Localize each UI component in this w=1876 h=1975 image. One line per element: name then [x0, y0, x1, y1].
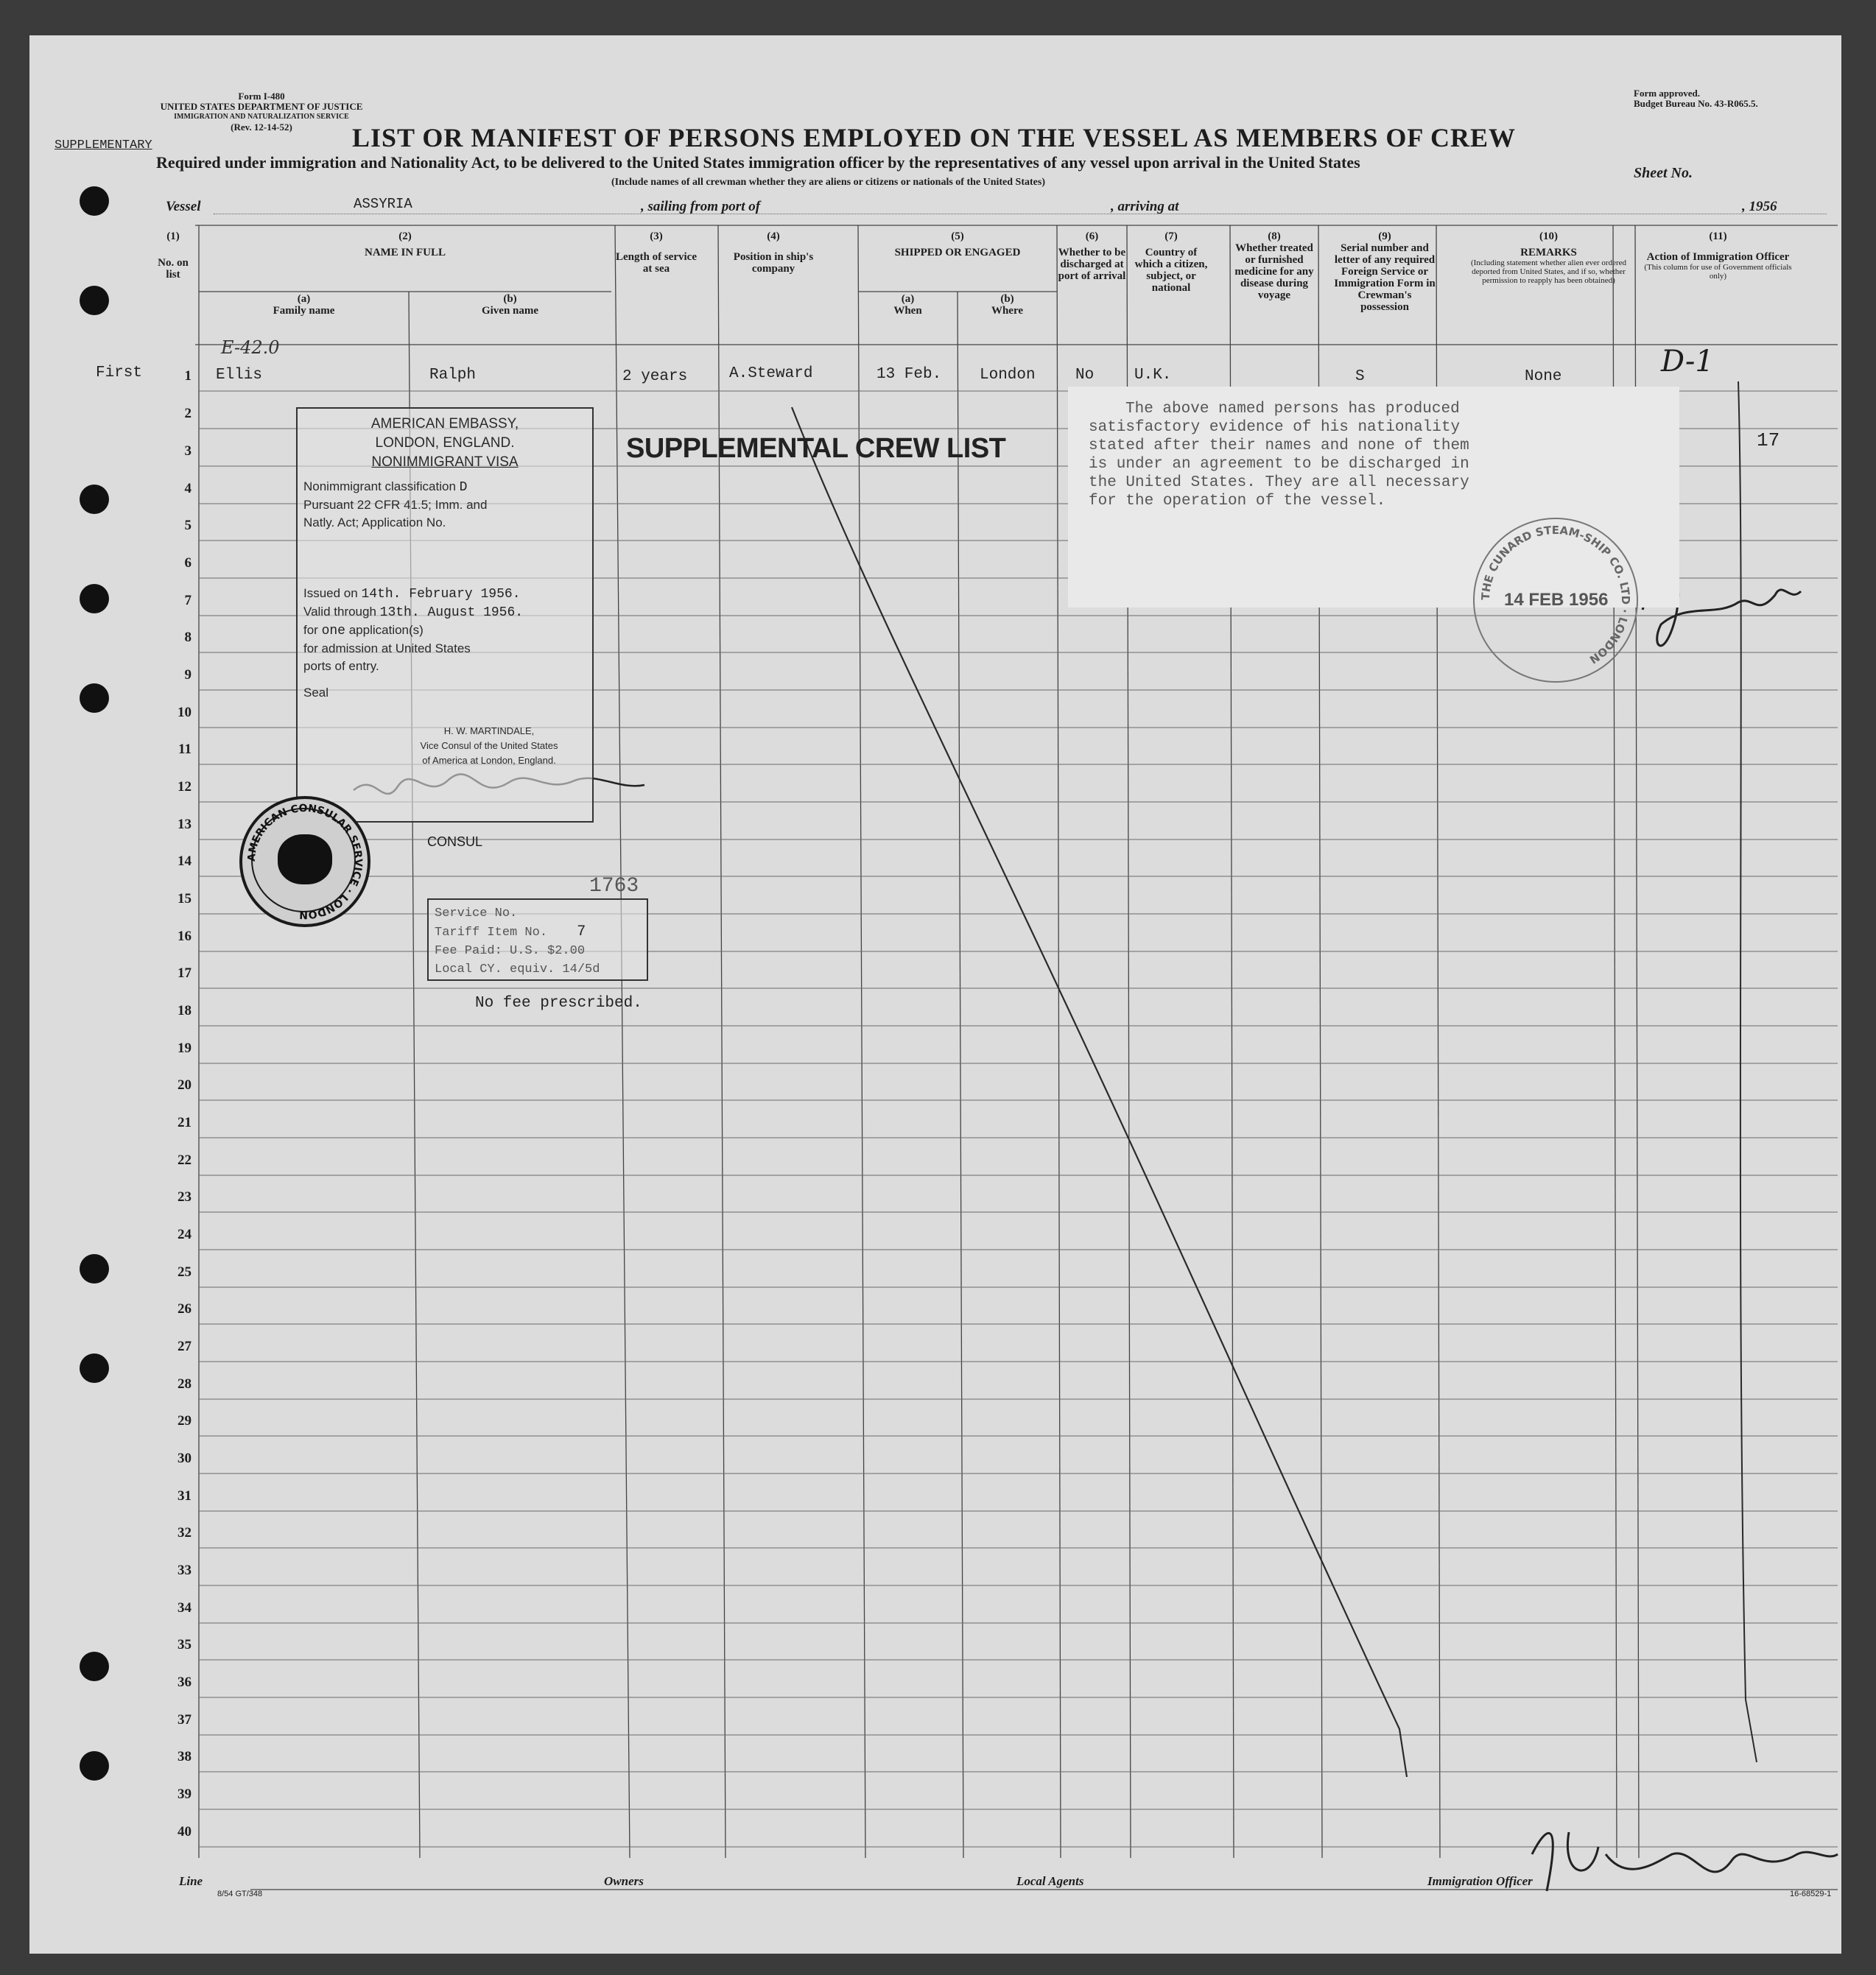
form-title: LIST OR MANIFEST OF PERSONS EMPLOYED ON THE VESSEL AS MEMBERS OF CREW [352, 123, 1516, 152]
visa-classification [303, 478, 586, 496]
col8-number: (8) [1268, 230, 1281, 242]
col2a-label: Family name [273, 305, 335, 317]
col6-label: Whether to be discharged at port of arrival [1058, 247, 1126, 282]
supplementary-label: SUPPLEMENTARY [55, 138, 152, 152]
row-number: 17 [178, 965, 192, 981]
declaration-line: is under an agreement to be discharged in [1089, 456, 1469, 473]
row-number: 11 [178, 742, 192, 757]
row-number: 2 [184, 406, 192, 421]
row-number: 10 [178, 705, 192, 720]
row-number: 4 [184, 481, 192, 496]
row-number: 35 [178, 1637, 192, 1652]
row-number: 23 [178, 1189, 192, 1205]
consular-seal [239, 796, 370, 927]
row-number: 12 [178, 779, 192, 795]
immigration-officer-signature [1532, 1832, 1838, 1891]
visa-natly: Natly. Act; Application No. [303, 515, 446, 529]
row-number: 38 [178, 1749, 192, 1764]
visa-seal-label: Seal [303, 686, 329, 700]
col5a-number: (a) [901, 293, 915, 305]
department: UNITED STATES DEPARTMENT OF JUSTICE [160, 101, 363, 112]
handwritten-code: E-42.0 [221, 337, 280, 358]
col2b-number: (b) [503, 293, 517, 305]
fee-paid: Fee Paid: U.S. $2.00 [435, 944, 586, 958]
col2b-label: Given name [481, 305, 539, 317]
fee-stamp-number: 1763 [589, 875, 639, 898]
row-number: 27 [178, 1339, 192, 1354]
tariff-label: Tariff Item No. [435, 926, 548, 940]
col1-number: (1) [166, 230, 180, 242]
service: IMMIGRATION AND NATURALIZATION SERVICE [174, 113, 349, 121]
col11-label: Action of Immigration Officer [1646, 251, 1790, 263]
col5a-label: When [893, 305, 922, 317]
row-number: 22 [178, 1152, 192, 1168]
visa-blank-lines [303, 532, 586, 585]
row-number: 7 [184, 593, 192, 608]
row-number: 9 [184, 667, 192, 683]
row-number: 28 [178, 1376, 192, 1392]
form-approved: Form approved. [1634, 88, 1701, 99]
fee-stamp [427, 898, 648, 981]
issued-label: Issued on [303, 586, 358, 600]
row-number: 31 [178, 1488, 192, 1504]
row-number: 19 [178, 1041, 192, 1056]
row-number: 34 [178, 1600, 192, 1616]
visa-header [298, 415, 592, 472]
form-number: Form I-480 [238, 91, 285, 102]
footer-line-label: Line [179, 1874, 203, 1888]
row-number: 36 [178, 1675, 192, 1690]
visa-for [303, 622, 586, 640]
visa-valid [303, 603, 586, 622]
row-number: 3 [184, 443, 192, 459]
row-number: 20 [178, 1077, 192, 1093]
fee-service-no: Service No. [435, 906, 518, 920]
pen-margin-stroke [1738, 381, 1757, 1762]
row-number: 8 [184, 630, 192, 645]
footer-owners-label: Owners [604, 1874, 644, 1888]
col1-label: No. on list [158, 257, 189, 281]
classification-label: Nonimmigrant classification [303, 479, 456, 493]
declaration-line: the United States. They are all necessary [1089, 474, 1469, 491]
svg-text:AMERICAN CONSULAR SERVICE · LO: AMERICAN CONSULAR SERVICE · LONDON [245, 802, 365, 921]
form-subtitle: Required under immigration and Nationality Act, to be delivered to the United States immigration officer by the representatives of any vessel upon arrival in the United States [156, 153, 1360, 172]
form-code: 16-68529-1 [1790, 1890, 1832, 1898]
valid-value: 13th. August 1956. [379, 605, 524, 620]
cunard-date: 14 FEB 1956 [1504, 590, 1609, 610]
manifest-sheet [29, 35, 1841, 1954]
fee-local: Local CY. equiv. 14/5d [435, 962, 600, 976]
row-number: 1 [184, 368, 192, 384]
visa-pursuant: Pursuant 22 CFR 41.5; Imm. and [303, 498, 488, 512]
col8-label: Whether treated or furnished medicine for any disease during voyage [1234, 242, 1314, 301]
for-label: for [303, 623, 318, 637]
given-name: Ralph [429, 367, 477, 384]
row-number: 26 [178, 1301, 192, 1317]
right-number: 17 [1757, 429, 1780, 451]
signer-title-2: of America at London, England. [422, 755, 556, 766]
position: A.Steward [729, 365, 813, 382]
col2-number: (2) [398, 230, 412, 242]
col10-label: REMARKS [1520, 247, 1577, 258]
col5b-label: Where [991, 305, 1024, 317]
col3-label: Length of service at sea [616, 251, 697, 275]
col9-number: (9) [1378, 230, 1391, 242]
supplemental-crew-list-stamp: SUPPLEMENTAL CREW LIST [626, 433, 1006, 464]
year-label: , 1956 [1742, 199, 1777, 214]
serial: S [1355, 368, 1365, 385]
remarks: None [1525, 368, 1562, 385]
col10-number: (10) [1539, 230, 1558, 242]
consul-label: CONSUL [427, 834, 483, 849]
row-number: 29 [178, 1413, 192, 1429]
row-number: 37 [178, 1712, 192, 1728]
revision: (Rev. 12-14-52) [231, 122, 292, 133]
discharged: No [1075, 367, 1095, 384]
col7-number: (7) [1164, 230, 1178, 242]
col11-number: (11) [1709, 230, 1727, 242]
first-row-label: First [96, 365, 143, 381]
col4-number: (4) [767, 230, 780, 242]
col3-number: (3) [650, 230, 663, 242]
row-number: 15 [178, 891, 192, 906]
row-number: 24 [178, 1227, 192, 1242]
declaration-line: The above named persons has produced [1125, 401, 1460, 418]
row-number: 14 [178, 853, 192, 869]
for-value: one [321, 624, 345, 638]
table-grid [29, 35, 1841, 1954]
visa-signer-block [392, 724, 586, 768]
visa-admission: for admission at United States [303, 641, 471, 655]
col11-note: (This column for use of Government officials only) [1644, 263, 1792, 281]
col2-label: NAME IN FULL [364, 247, 446, 258]
row-number: 6 [184, 555, 192, 571]
col9-label: Serial number and letter of any required Foreign Service or Immigration Form in Crewman's possession [1334, 242, 1436, 313]
nonimmigrant-visa-stamp [296, 407, 594, 823]
pen-cancel-stroke [792, 407, 1407, 1777]
seal-ring-text [242, 799, 368, 924]
valid-label: Valid through [303, 605, 376, 619]
col7-label: Country of which a citizen, subject, or national [1134, 247, 1208, 294]
classification-value: D [459, 480, 468, 495]
visa-body [298, 472, 592, 768]
visa-embassy: AMERICAN EMBASSY, [370, 416, 519, 432]
svg-text:THE CUNARD STEAM-SHIP CO. LTD: THE CUNARD STEAM-SHIP CO. LTD · LONDON [1478, 523, 1633, 666]
row-number: 5 [184, 518, 192, 533]
issued-value: 14th. February 1956. [361, 587, 521, 602]
fee-tariff [435, 923, 641, 942]
vessel-label: Vessel [166, 199, 201, 214]
declaration-line: satisfactory evidence of his nationality [1089, 419, 1461, 436]
row-number: 13 [178, 817, 192, 832]
col4-label: Position in ship's company [733, 251, 814, 275]
application-label: application(s) [348, 623, 424, 637]
shipped-when: 13 Feb. [876, 366, 942, 383]
budget-bureau: Budget Bureau No. 43-R065.5. [1634, 98, 1758, 109]
col10-note: (Including statement whether alien ever ordered deported from United States, and if so, whether permission to reapply has been obtained) [1470, 258, 1627, 285]
row-number: 33 [178, 1563, 192, 1578]
row-number: 16 [178, 929, 192, 944]
row-number: 32 [178, 1525, 192, 1541]
family-name: Ellis [216, 367, 263, 384]
col2a-number: (a) [297, 293, 311, 305]
length-of-service: 2 years [622, 368, 688, 385]
shipped-where: London [980, 367, 1036, 384]
footer-officer-label: Immigration Officer [1427, 1874, 1533, 1888]
country: U.K. [1134, 367, 1172, 384]
visa-issued [303, 585, 586, 603]
col5-label: SHIPPED OR ENGAGED [894, 247, 1021, 258]
include-note: (Include names of all crewman whether they are aliens or citizens or nationals of the United States) [611, 177, 1045, 188]
row-number: 39 [178, 1786, 192, 1802]
row-number: 25 [178, 1264, 192, 1280]
col6-number: (6) [1085, 230, 1099, 242]
visa-type: NONIMMIGRANT VISA [371, 454, 519, 470]
declaration-line: for the operation of the vessel. [1089, 493, 1386, 510]
officer-mark: D-1 [1661, 345, 1714, 379]
sheet-label: Sheet No. [1634, 165, 1693, 181]
row-number: 21 [178, 1115, 192, 1130]
row-number: 30 [178, 1451, 192, 1466]
signer-name: H. W. MARTINDALE, [443, 725, 535, 736]
declaration-line: stated after their names and none of them [1089, 437, 1469, 454]
no-fee-note: No fee prescribed. [475, 995, 642, 1012]
vessel-value: ASSYRIA [354, 196, 412, 212]
row-number: 40 [178, 1824, 192, 1840]
print-code: 8/54 GT/348 [217, 1890, 263, 1898]
footer-agents-label: Local Agents [1016, 1874, 1084, 1888]
visa-ports: ports of entry. [303, 659, 379, 673]
cunard-date-stamp [1473, 518, 1638, 683]
visa-location: LONDON, ENGLAND. [375, 435, 515, 451]
sailing-label: , sailing from port of [641, 199, 761, 214]
col5-number: (5) [951, 230, 964, 242]
arriving-label: , arriving at [1111, 199, 1179, 214]
tariff-value: 7 [577, 923, 586, 940]
row-number: 18 [178, 1003, 192, 1018]
signer-title-1: Vice Consul of the United States [420, 740, 558, 751]
col5b-number: (b) [1000, 293, 1014, 305]
